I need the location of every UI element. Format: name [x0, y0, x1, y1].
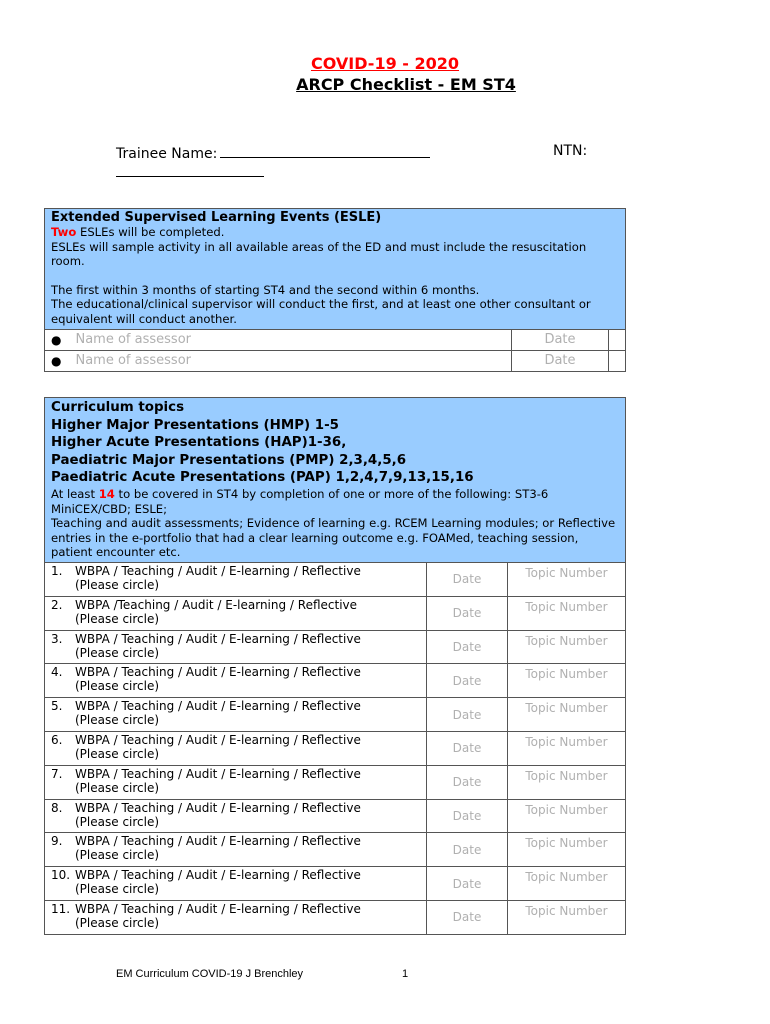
curriculum-heading: Curriculum topics — [51, 400, 185, 415]
date-cell[interactable]: Date — [427, 664, 508, 697]
curriculum-rows — [45, 562, 625, 934]
row-number: 11. — [51, 901, 71, 916]
curriculum-intro — [51, 487, 619, 516]
table-row — [45, 900, 625, 934]
pmp-heading: Paediatric Major Presentations (PMP) 2,3,4,5,6 — [51, 452, 407, 468]
table-row — [45, 799, 625, 833]
esle-header — [45, 209, 625, 329]
topic-number-cell[interactable]: Topic Number — [525, 599, 608, 614]
activity-options: WBPA / Teaching / Audit / E-learning / Reflective — [75, 563, 361, 578]
footer-text: EM Curriculum COVID-19 J Brenchley — [116, 968, 304, 980]
ntn-label: NTN: — [553, 143, 588, 159]
activity-text-block — [75, 699, 361, 731]
activity-options: WBPA / Teaching / Audit / E-learning / Reflective — [75, 766, 361, 781]
row-number: 9. — [51, 834, 63, 849]
activity-options: WBPA / Teaching / Audit / E-learning / Reflective — [75, 868, 361, 883]
esle-heading: Extended Supervised Learning Events (ESLE) — [51, 210, 382, 225]
intro-pre: At least — [51, 486, 99, 501]
row-number: 5. — [51, 699, 63, 714]
trainee-name-label: Trainee Name: — [116, 146, 218, 162]
topic-number-cell[interactable]: Topic Number — [525, 633, 608, 648]
activity-type-cell[interactable] — [45, 800, 427, 833]
activity-options: WBPA /Teaching / Audit / E-learning / Reflective — [75, 597, 358, 612]
intro-post: to be covered in ST4 by completion of one or more of the following: ST3-6 MiniCEX/CBD; ESLE; — [51, 486, 549, 516]
activity-text-block — [75, 767, 361, 799]
activity-text-block — [75, 598, 357, 630]
activity-note: (Please circle) — [75, 577, 160, 592]
assessor-placeholder: Name of assessor — [75, 353, 191, 369]
activity-type-cell[interactable] — [45, 597, 427, 630]
document-title: COVID-19 - 2020 — [310, 54, 460, 73]
date-cell[interactable]: Date — [427, 800, 508, 833]
activity-text-block — [75, 564, 361, 596]
activity-text-block — [75, 665, 361, 697]
activity-type-cell[interactable] — [45, 867, 427, 900]
activity-note: (Please circle) — [75, 780, 160, 795]
esle-row — [45, 329, 625, 350]
assessor-placeholder: Name of assessor — [75, 332, 191, 348]
table-row — [45, 663, 625, 697]
activity-note: (Please circle) — [75, 882, 160, 897]
trainee-name-line[interactable] — [220, 143, 430, 158]
curriculum-section — [44, 397, 626, 935]
date-cell[interactable]: Date — [512, 351, 609, 371]
activity-options: WBPA / Teaching / Audit / E-learning / Reflective — [75, 631, 361, 646]
activity-options: WBPA / Teaching / Audit / E-learning / Reflective — [75, 699, 361, 714]
activity-type-cell[interactable] — [45, 631, 427, 664]
table-row — [45, 866, 625, 900]
row-number: 2. — [51, 597, 63, 612]
activity-note: (Please circle) — [75, 915, 160, 930]
row-number: 8. — [51, 800, 63, 815]
activity-note: (Please circle) — [75, 746, 160, 761]
activity-type-cell[interactable] — [45, 833, 427, 866]
activity-options: WBPA / Teaching / Audit / E-learning / Reflective — [75, 732, 361, 747]
activity-type-cell[interactable] — [45, 766, 427, 799]
assessor-cell[interactable] — [45, 330, 512, 350]
row-number: 7. — [51, 766, 63, 781]
date-cell[interactable]: Date — [427, 833, 508, 866]
date-cell[interactable]: Date — [427, 698, 508, 731]
topic-number-cell[interactable]: Topic Number — [525, 565, 608, 580]
topic-number-cell[interactable]: Topic Number — [525, 734, 608, 749]
hap-heading: Higher Acute Presentations (HAP)1-36, — [51, 435, 347, 451]
esle-count: Two — [51, 225, 77, 239]
table-row — [45, 765, 625, 799]
date-cell[interactable]: Date — [427, 597, 508, 630]
activity-note: (Please circle) — [75, 611, 160, 626]
esle-section — [44, 208, 626, 372]
intro-count: 14 — [98, 486, 115, 501]
table-row — [45, 832, 625, 866]
curriculum-intro-2: Teaching and audit assessments; Evidence of learning e.g. RCEM Learning modules; or Reflective entries in the e-portfolio that had a clear learning outcome e.g. FOAMed, teaching session, patient encounter etc. — [51, 516, 616, 560]
activity-options: WBPA / Teaching / Audit / E-learning / Reflective — [75, 665, 361, 680]
esle-line-3: The first within 3 months of starting ST4 and the second within 6 months. — [51, 282, 480, 297]
row-number: 10. — [51, 868, 71, 883]
date-cell[interactable]: Date — [512, 330, 609, 350]
esle-line-1 — [51, 225, 619, 240]
activity-text-block — [75, 801, 361, 833]
assessor-cell[interactable] — [45, 351, 512, 371]
activity-note: (Please circle) — [75, 848, 160, 863]
activity-options: WBPA / Teaching / Audit / E-learning / Reflective — [75, 834, 361, 849]
bullet-icon: ● — [51, 353, 62, 368]
row-number: 1. — [51, 563, 63, 578]
activity-text-block — [75, 902, 361, 934]
topic-number-cell[interactable]: Topic Number — [525, 836, 608, 851]
date-cell[interactable]: Date — [427, 631, 508, 664]
esle-line-4: The educational/clinical supervisor will conduct the first, and at least one other consultant or equivalent will conduct another. — [51, 297, 591, 326]
topic-number-cell[interactable]: Topic Number — [525, 768, 608, 783]
document-subtitle: ARCP Checklist - EM ST4 — [296, 75, 516, 94]
activity-type-cell[interactable] — [45, 664, 427, 697]
date-cell[interactable]: Date — [427, 563, 508, 596]
topic-number-cell[interactable]: Topic Number — [525, 903, 608, 918]
topic-number-cell[interactable]: Topic Number — [525, 802, 608, 817]
ntn-line[interactable] — [116, 176, 264, 177]
activity-note: (Please circle) — [75, 814, 160, 829]
activity-type-cell[interactable] — [45, 563, 427, 596]
topic-number-cell[interactable]: Topic Number — [525, 667, 608, 682]
table-row — [45, 630, 625, 664]
row-number: 6. — [51, 732, 63, 747]
activity-text-block — [75, 733, 361, 765]
hmp-heading: Higher Major Presentations (HMP) 1-5 — [51, 417, 339, 433]
page-number: 1 — [402, 968, 409, 980]
activity-type-cell[interactable] — [45, 732, 427, 765]
esle-row — [45, 350, 625, 371]
date-cell[interactable]: Date — [427, 732, 508, 765]
date-cell[interactable]: Date — [427, 766, 508, 799]
activity-options: WBPA / Teaching / Audit / E-learning / Reflective — [75, 901, 361, 916]
trainee-name-field[interactable] — [116, 143, 430, 162]
esle-line-1-text: ESLEs will be completed. — [76, 225, 225, 239]
empty-cell — [609, 330, 625, 350]
activity-note: (Please circle) — [75, 679, 160, 694]
activity-note: (Please circle) — [75, 713, 160, 728]
row-number: 4. — [51, 665, 63, 680]
curriculum-header — [45, 398, 625, 562]
table-row — [45, 596, 625, 630]
empty-cell — [609, 351, 625, 371]
bullet-icon: ● — [51, 332, 62, 347]
topic-number-cell[interactable]: Topic Number — [525, 870, 608, 885]
table-row — [45, 562, 625, 596]
row-number: 3. — [51, 631, 63, 646]
table-row — [45, 731, 625, 765]
date-cell[interactable]: Date — [427, 901, 508, 934]
activity-type-cell[interactable] — [45, 901, 427, 934]
activity-note: (Please circle) — [75, 645, 160, 660]
activity-text-block — [75, 868, 361, 900]
esle-line-2: ESLEs will sample activity in all available areas of the ED and must include the resuscitation room. — [51, 239, 587, 269]
topic-number-cell[interactable]: Topic Number — [525, 701, 608, 716]
date-cell[interactable]: Date — [427, 867, 508, 900]
pap-heading: Paediatric Acute Presentations (PAP) 1,2,4,7,9,13,15,16 — [51, 470, 474, 486]
activity-type-cell[interactable] — [45, 698, 427, 731]
activity-text-block — [75, 632, 361, 664]
activity-text-block — [75, 834, 361, 866]
activity-options: WBPA / Teaching / Audit / E-learning / Reflective — [75, 800, 361, 815]
table-row — [45, 697, 625, 731]
